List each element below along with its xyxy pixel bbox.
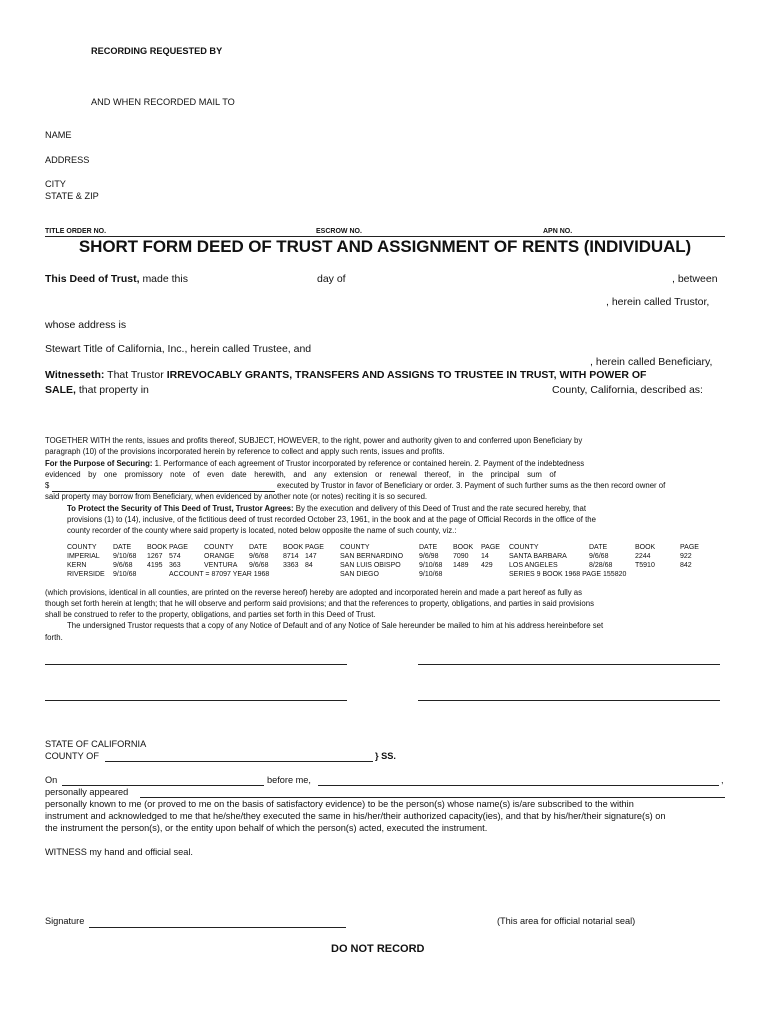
recording-requested-label: RECORDING REQUESTED BY xyxy=(91,46,223,56)
purpose-dollar: $ xyxy=(45,481,50,490)
which-line-3: shall be construed to refer to the property, obligations, and parties set forth in this Deed of Trust. xyxy=(45,610,376,619)
table-header: PAGE xyxy=(680,544,699,551)
trustor-signature-line[interactable] xyxy=(45,664,347,665)
table-header: BOOK xyxy=(635,544,656,551)
table-cell: 8714 xyxy=(283,553,299,560)
table-cell: 574 xyxy=(169,553,181,560)
table-header: COUNTY xyxy=(204,544,234,551)
table-cell: 4195 xyxy=(147,562,163,569)
table-header: COUNTY xyxy=(340,544,370,551)
together-line-1: TOGETHER WITH the rents, issues and profits thereof, SUBJECT, HOWEVER, to the right, power and authority given to and conferred upon Beneficiary by xyxy=(45,436,583,445)
table-cell: LOS ANGELES xyxy=(509,562,558,569)
witness-label: WITNESS my hand and official seal. xyxy=(45,847,193,857)
between-label: , between xyxy=(672,273,718,285)
table-cell: 2244 xyxy=(635,553,651,560)
witnesseth-label: Witnesseth: xyxy=(45,369,105,381)
made-this-text: made this xyxy=(142,273,188,285)
table-cell: VENTURA xyxy=(204,562,238,569)
title-order-label: TITLE ORDER NO. xyxy=(45,228,107,235)
table-cell: 842 xyxy=(680,562,692,569)
table-cell: SAN LUIS OBISPO xyxy=(340,562,401,569)
request-line-1: The undersigned Trustor requests that a copy of any Notice of Default and of any Notice of Sale hereunder be mailed to him at his address hereinbefore set xyxy=(67,621,604,630)
known-line-3: the instrument the person(s), or the entity upon behalf of which the person(s) acted, executed the instrument. xyxy=(45,823,488,833)
table-cell: 9/6/68 xyxy=(249,562,269,569)
table-cell: T5910 xyxy=(635,562,655,569)
table-cell: 429 xyxy=(481,562,493,569)
ss-label: } SS. xyxy=(375,751,396,761)
table-cell: IMPERIAL xyxy=(67,553,100,560)
table-cell: 9/6/68 xyxy=(589,553,609,560)
table-header: BOOK xyxy=(147,544,168,551)
table-cell: 3363 xyxy=(283,562,299,569)
table-header: DATE xyxy=(113,544,132,551)
city-label: CITY xyxy=(45,179,66,189)
purpose-label: For the Purpose of Securing: xyxy=(45,459,153,468)
table-cell: 922 xyxy=(680,553,692,560)
state-label: STATE OF CALIFORNIA xyxy=(45,739,147,749)
table-cell: 1267 xyxy=(147,553,163,560)
table-cell: RIVERSIDE xyxy=(67,571,105,578)
table-cell: 9/10/68 xyxy=(419,562,443,569)
witnesseth-text: That Trustor xyxy=(107,369,164,381)
which-line-2: though set forth herein at length; that he will observe and perform said provisions; and that the references to property, obligations, and parties in said provisions xyxy=(45,599,594,608)
on-label: On xyxy=(45,775,58,785)
document-title: SHORT FORM DEED OF TRUST AND ASSIGNMENT OF RENTS (INDIVIDUAL) xyxy=(78,237,692,256)
protect-line-2: provisions (1) to (14), inclusive, of the fictitious deed of trust recorded October 23, 1961, in the book and at the page of Official Records in the office of the xyxy=(67,515,596,524)
table-header: PAGE xyxy=(481,544,500,551)
county-label: COUNTY OF xyxy=(45,751,99,761)
beneficiary-label: , herein called Beneficiary, xyxy=(590,356,713,368)
table-header: BOOK xyxy=(283,544,304,551)
trustee-line: Stewart Title of California, Inc., herein called Trustee, and xyxy=(45,343,312,355)
notarial-seal-label: (This area for official notarial seal) xyxy=(497,916,636,926)
apn-label: APN NO. xyxy=(543,228,573,235)
before-me-label: before me, xyxy=(267,775,311,785)
table-header: COUNTY xyxy=(509,544,539,551)
table-cell: SAN BERNARDINO xyxy=(340,553,404,560)
mail-to-label: AND WHEN RECORDED MAIL TO xyxy=(91,97,235,107)
table-header: DATE xyxy=(589,544,608,551)
table-header: BOOK xyxy=(453,544,474,551)
table-cell: ACCOUNT = 87097 YEAR 1968 xyxy=(169,571,270,578)
grant-text: IRREVOCABLY GRANTS, TRANSFERS AND ASSIGNS TO TRUSTEE IN TRUST, WITH POWER OF xyxy=(166,369,647,381)
protect-line-3: county recorder of the county where said property is located, noted below opposite the name of such county, viz.: xyxy=(67,526,457,535)
table-header: PAGE xyxy=(305,544,324,551)
trustor-label: , herein called Trustor, xyxy=(606,296,710,308)
table-header: PAGE xyxy=(169,544,188,551)
trustor-signature-line[interactable] xyxy=(418,664,720,665)
table-cell: 9/10/68 xyxy=(113,553,137,560)
sale-line xyxy=(45,384,149,396)
table-cell: 9/6/98 xyxy=(419,553,439,560)
table-cell: 8/28/68 xyxy=(589,562,613,569)
address-label: ADDRESS xyxy=(45,155,90,165)
notary-name-line[interactable] xyxy=(318,785,719,786)
request-line-2: forth. xyxy=(45,633,63,642)
protect-label: To Protect the Security of This Deed of Trust, Trustor Agrees: xyxy=(67,504,294,513)
table-cell: KERN xyxy=(67,562,87,569)
which-line-1: (which provisions, identical in all counties, are printed on the reverse hereof) hereby are adopted and incorporated herein and made a part hereof as fully as xyxy=(45,588,583,597)
known-line-1: personally known to me (or proved to me on the basis of satisfactory evidence) to be the person(s) whose name(s) is/are subscribed to the within xyxy=(45,799,634,809)
protect-text-1: By the execution and delivery of this Deed of Trust and the rate secured hereby, that xyxy=(295,504,586,513)
table-cell: 1489 xyxy=(453,562,469,569)
purpose-line-4: said property may borrow from Beneficiary, when evidenced by another note (or notes) reciting it is so secured. xyxy=(45,492,428,501)
sale-label: SALE, xyxy=(45,384,76,396)
table-cell: 9/10/68 xyxy=(419,571,443,578)
notary-date-line[interactable] xyxy=(62,785,264,786)
table-header: DATE xyxy=(249,544,268,551)
table-header: DATE xyxy=(419,544,438,551)
table-cell: 9/10/68 xyxy=(113,571,137,578)
table-cell: 9/6/68 xyxy=(113,562,133,569)
together-line-2: paragraph (10) of the provisions incorporated herein by reference to collect and apply such rents, issues and profits. xyxy=(45,447,445,456)
made-this-line xyxy=(45,273,188,285)
deed-of-trust-label: This Deed of Trust, xyxy=(45,273,140,285)
trustor-signature-line[interactable] xyxy=(418,700,720,701)
whose-address-label: whose address is xyxy=(45,319,127,331)
table-cell: ORANGE xyxy=(204,553,235,560)
table-cell: SANTA BARBARA xyxy=(509,553,567,560)
purpose-text-1: 1. Performance of each agreement of Trustor incorporated by reference or contained herein. 2. Payment of the indebtedness xyxy=(154,459,585,468)
table-cell: SERIES 9 BOOK 1968 PAGE 155820 xyxy=(509,571,627,578)
day-of-label: day of xyxy=(317,273,346,285)
appeared-label: personally appeared xyxy=(45,787,129,797)
protect-line-1 xyxy=(67,504,586,513)
table-cell: 84 xyxy=(305,562,313,569)
notary-signature-line[interactable] xyxy=(89,927,346,928)
known-line-2: instrument and acknowledged to me that he/she/they executed the same in his/her/their authorized capacity(ies), and that by his/her/their signature(s) on xyxy=(45,811,666,821)
appeared-line[interactable] xyxy=(140,797,725,798)
table-cell: 363 xyxy=(169,562,181,569)
county-described-label: County, California, described as: xyxy=(552,384,703,396)
table-header: COUNTY xyxy=(67,544,97,551)
county-line[interactable] xyxy=(105,761,373,762)
table-cell: 14 xyxy=(481,553,489,560)
signature-label: Signature xyxy=(45,916,85,926)
purpose-line-1 xyxy=(45,459,584,468)
trustor-signature-line[interactable] xyxy=(45,700,347,701)
table-cell: 9/6/68 xyxy=(249,553,269,560)
purpose-line-3: executed by Trustor in favor of Beneficiary or order. 3. Payment of such further sums as the then record owner of xyxy=(277,481,666,490)
do-not-record-label: DO NOT RECORD xyxy=(331,943,425,955)
witnesseth-line xyxy=(45,369,725,381)
state-zip-label: STATE & ZIP xyxy=(45,191,99,201)
table-cell: 147 xyxy=(305,553,317,560)
comma-mark: , xyxy=(721,775,724,785)
table-cell: SAN DIEGO xyxy=(340,571,379,578)
escrow-label: ESCROW NO. xyxy=(316,228,362,235)
name-label: NAME xyxy=(45,130,72,140)
property-in-text: that property in xyxy=(78,384,149,396)
purpose-line-2: evidenced by one promissory note of even date herewith, and any extension or renewal thereof, in the principal sum of xyxy=(45,470,556,479)
table-cell: 7090 xyxy=(453,553,469,560)
